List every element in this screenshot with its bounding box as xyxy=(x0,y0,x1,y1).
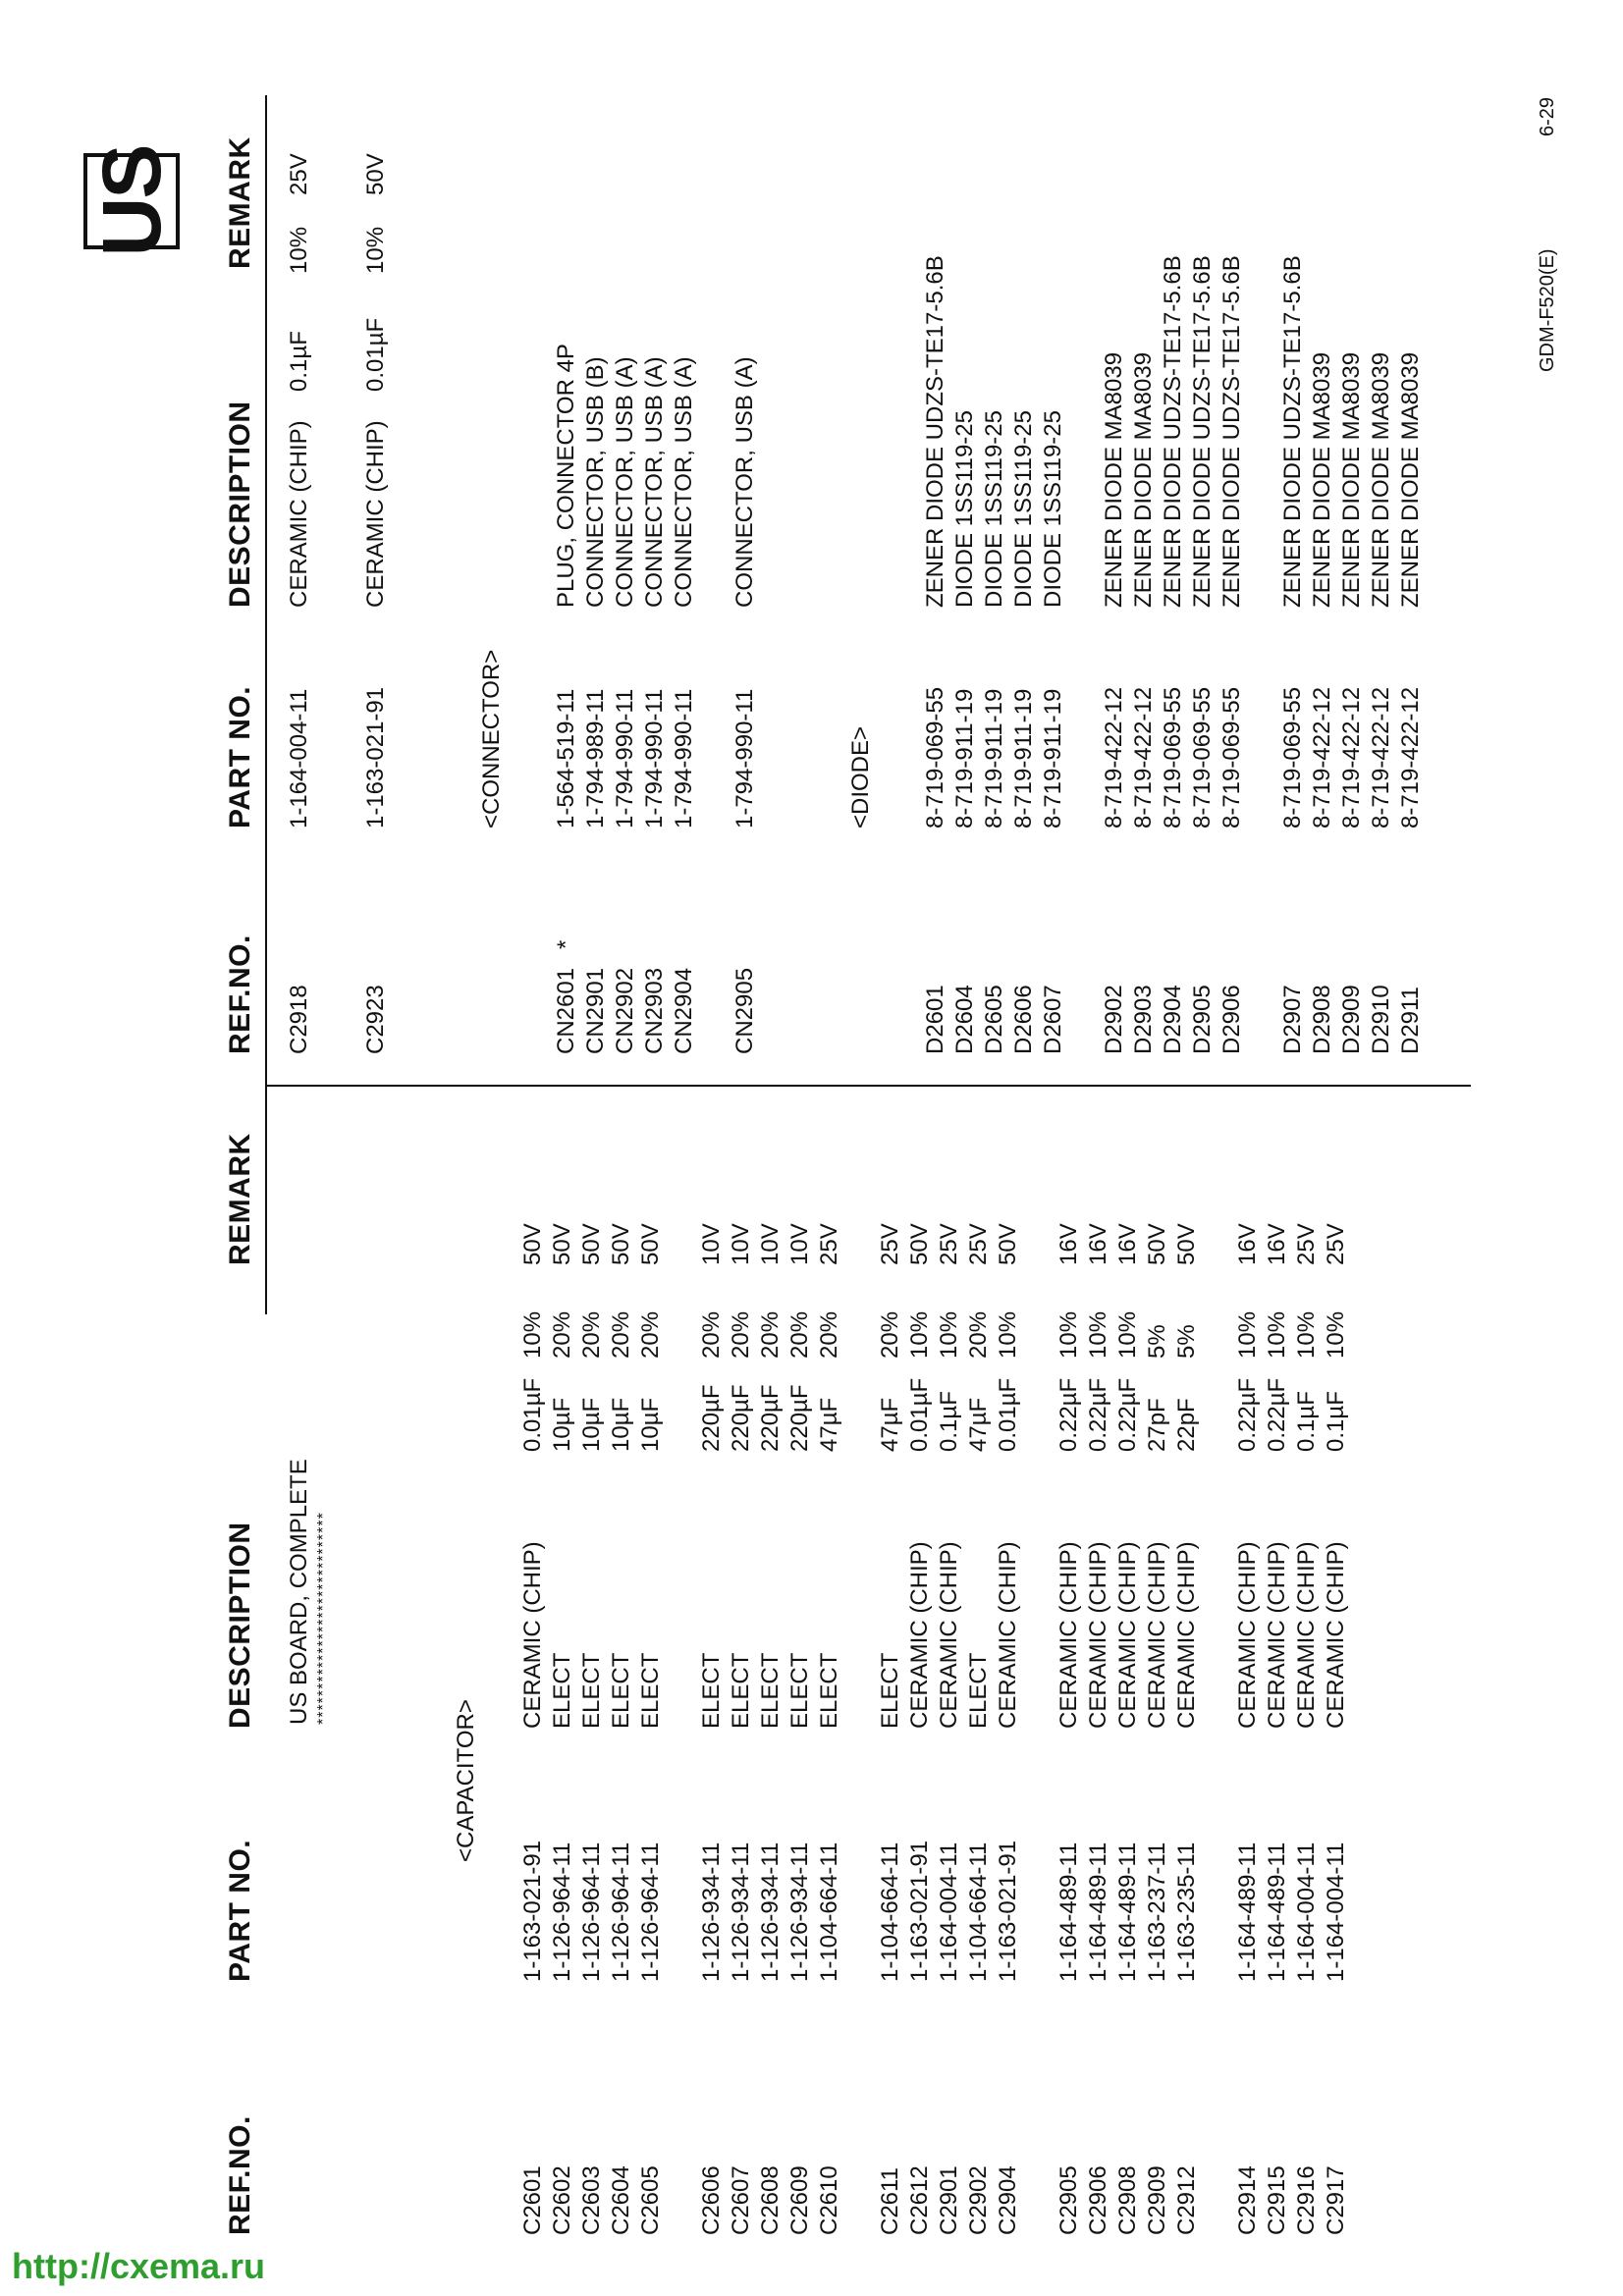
part-row xyxy=(876,0,905,2296)
value: 0.01µF xyxy=(995,1377,1021,1452)
ref-no: C2904 xyxy=(995,2165,1021,2235)
part-no: 1-126-934-11 xyxy=(728,1842,754,1982)
part-no: 1-164-004-11 xyxy=(286,688,312,828)
value: 10µF xyxy=(549,1397,575,1452)
part-no: 1-794-990-11 xyxy=(641,688,668,828)
description: DIODE 1SS119-25 xyxy=(951,410,978,608)
description: PLUG, CONNECTOR 4P xyxy=(553,344,579,608)
part-row xyxy=(1129,0,1159,2296)
part-row xyxy=(361,0,391,2296)
ref-no: C2612 xyxy=(906,2165,933,2235)
description: ELECT xyxy=(637,1652,664,1729)
tolerance: 10% xyxy=(362,226,389,274)
description: ELECT xyxy=(698,1652,725,1729)
tolerance: 20% xyxy=(637,1310,664,1359)
part-no: 1-163-021-91 xyxy=(519,1840,546,1982)
part-row xyxy=(1308,0,1337,2296)
description: ZENER DIODE UDZS-TE17-5.6B xyxy=(1189,255,1216,608)
remark: 10V xyxy=(728,1223,754,1265)
description: ELECT xyxy=(786,1652,813,1729)
ref-no: CN2901 xyxy=(582,967,609,1054)
value: 0.1µF xyxy=(286,331,312,392)
part-no: 1-164-489-11 xyxy=(1264,1842,1290,1982)
part-row xyxy=(1100,0,1129,2296)
value: 22pF xyxy=(1173,1398,1200,1452)
part-no: 8-719-069-55 xyxy=(1218,686,1245,828)
part-no: 8-719-069-55 xyxy=(1189,686,1216,828)
ref-no: C2605 xyxy=(637,2165,664,2235)
header-remark-left: REMARK xyxy=(224,1133,256,1265)
part-row xyxy=(552,0,581,2296)
part-no: 1-126-964-11 xyxy=(637,1842,664,1982)
description: CERAMIC (CHIP) xyxy=(1234,1541,1261,1729)
remark: 50V xyxy=(578,1223,605,1265)
remark: 25V xyxy=(965,1223,992,1265)
ref-no: C2905 xyxy=(1055,2165,1082,2235)
description: ZENER DIODE MA8039 xyxy=(1309,351,1335,608)
remark: 25V xyxy=(286,153,312,195)
part-no: 1-164-004-11 xyxy=(1293,1842,1320,1982)
remark: 16V xyxy=(1055,1223,1082,1265)
remark: 25V xyxy=(1323,1223,1349,1265)
part-no: 1-164-489-11 xyxy=(1234,1842,1261,1982)
tolerance: 20% xyxy=(728,1310,754,1359)
header-part-no-left: PART NO. xyxy=(224,1839,256,1982)
ref-no: C2606 xyxy=(698,2165,725,2235)
part-row xyxy=(1039,0,1068,2296)
header-rule xyxy=(265,95,267,1314)
value: 220µF xyxy=(786,1384,813,1452)
remark: 50V xyxy=(995,1223,1021,1265)
ref-no: CN2904 xyxy=(671,967,697,1054)
value: 0.22µF xyxy=(1085,1377,1111,1452)
remark: 50V xyxy=(1144,1223,1170,1265)
part-row xyxy=(730,0,760,2296)
page-number: 6-29 xyxy=(1537,96,1558,136)
description: DIODE 1SS119-25 xyxy=(1010,410,1037,608)
value: 47µF xyxy=(965,1397,992,1452)
part-no: 8-719-422-12 xyxy=(1397,686,1424,828)
tolerance: 10% xyxy=(995,1310,1021,1359)
tolerance: 10% xyxy=(1323,1310,1349,1359)
description: ELECT xyxy=(877,1652,903,1729)
remark: 50V xyxy=(549,1223,575,1265)
part-no: 1-163-021-91 xyxy=(906,1840,933,1982)
part-row xyxy=(1337,0,1367,2296)
remark: 16V xyxy=(1264,1223,1290,1265)
tolerance: 10% xyxy=(286,226,312,274)
part-no: 1-164-489-11 xyxy=(1114,1842,1141,1982)
part-no: 1-163-237-11 xyxy=(1144,1842,1170,1982)
tolerance: 20% xyxy=(877,1310,903,1359)
remark: 25V xyxy=(816,1223,842,1265)
remark: 50V xyxy=(608,1223,634,1265)
part-no: 8-719-069-55 xyxy=(1160,686,1186,828)
description: ZENER DIODE UDZS-TE17-5.6B xyxy=(922,255,948,608)
description: CERAMIC (CHIP) xyxy=(1264,1541,1290,1729)
part-row xyxy=(815,0,844,2296)
description: ZENER DIODE UDZS-TE17-5.6B xyxy=(1160,255,1186,608)
remark: 10V xyxy=(757,1223,784,1265)
value: 220µF xyxy=(728,1384,754,1452)
value: 47µF xyxy=(877,1397,903,1452)
value: 10µF xyxy=(637,1397,664,1452)
tolerance: 5% xyxy=(1144,1324,1170,1359)
part-no: 1-564-519-11 xyxy=(553,688,579,828)
ref-no: C2912 xyxy=(1173,2165,1200,2235)
part-row xyxy=(1396,0,1426,2296)
description: CERAMIC (CHIP) xyxy=(1293,1541,1320,1729)
value: 0.01µF xyxy=(362,317,389,392)
description: ZENER DIODE UDZS-TE17-5.6B xyxy=(1218,255,1245,608)
ref-no: CN2601 xyxy=(553,967,579,1054)
part-no: 8-719-911-19 xyxy=(1040,688,1066,828)
part-no: 1-126-964-11 xyxy=(608,1842,634,1982)
description: CERAMIC (CHIP) xyxy=(1173,1541,1200,1729)
ref-no: C2923 xyxy=(362,985,389,1054)
value: 0.22µF xyxy=(1264,1377,1290,1452)
ref-no: C2601 xyxy=(519,2165,546,2235)
part-row xyxy=(518,0,548,2296)
tolerance: 10% xyxy=(519,1310,546,1359)
part-no: 1-104-664-11 xyxy=(965,1842,992,1982)
description: ELECT xyxy=(757,1652,784,1729)
tolerance: 20% xyxy=(549,1310,575,1359)
tolerance: 10% xyxy=(1264,1310,1290,1359)
part-no: 1-126-934-11 xyxy=(786,1842,813,1982)
ref-no: D2607 xyxy=(1040,985,1066,1054)
description: CERAMIC (CHIP) xyxy=(1055,1541,1082,1729)
remark: 10V xyxy=(698,1223,725,1265)
value: 0.1µF xyxy=(1323,1391,1349,1452)
ref-no: C2602 xyxy=(549,2165,575,2235)
description: CONNECTOR, USB (A) xyxy=(612,356,638,608)
description: ZENER DIODE MA8039 xyxy=(1397,351,1424,608)
section-label: <DIODE> xyxy=(847,725,874,828)
value: 10µF xyxy=(608,1397,634,1452)
ref-no: C2902 xyxy=(965,2165,992,2235)
ref-no: D2605 xyxy=(981,985,1007,1054)
description: ELECT xyxy=(608,1652,634,1729)
part-row xyxy=(785,0,815,2296)
remark: 16V xyxy=(1234,1223,1261,1265)
description: CONNECTOR, USB (B) xyxy=(582,356,609,608)
remark: 25V xyxy=(1293,1223,1320,1265)
header-ref-no-left: REF.NO. xyxy=(224,2115,256,2235)
part-no: 8-719-069-55 xyxy=(1279,686,1306,828)
value: 0.1µF xyxy=(1293,1391,1320,1452)
value: 220µF xyxy=(698,1384,725,1452)
ref-no: C2908 xyxy=(1114,2165,1141,2235)
part-row xyxy=(670,0,699,2296)
ref-no: C2918 xyxy=(286,985,312,1054)
value: 10µF xyxy=(578,1397,605,1452)
ref-no: D2601 xyxy=(922,985,948,1054)
section-label: <CONNECTOR> xyxy=(478,649,505,828)
part-no: 8-719-422-12 xyxy=(1130,686,1157,828)
ref-no: C2915 xyxy=(1264,2165,1290,2235)
description: CONNECTOR, USB (A) xyxy=(731,356,758,608)
value: 0.22µF xyxy=(1114,1377,1141,1452)
tolerance: 10% xyxy=(1114,1310,1141,1359)
ref-no: D2911 xyxy=(1397,987,1424,1054)
part-no: 1-163-021-91 xyxy=(995,1840,1021,1982)
section-label: <CAPACITOR> xyxy=(453,1699,479,1862)
description: ELECT xyxy=(549,1652,575,1729)
part-row xyxy=(950,0,980,2296)
value: 220µF xyxy=(757,1384,784,1452)
part-no: 1-163-021-91 xyxy=(362,686,389,828)
description: ZENER DIODE UDZS-TE17-5.6B xyxy=(1279,255,1306,608)
ref-no: D2908 xyxy=(1309,985,1335,1054)
part-row xyxy=(640,0,670,2296)
ref-no: C2603 xyxy=(578,2165,605,2235)
remark: 50V xyxy=(362,153,389,195)
part-no: 1-164-489-11 xyxy=(1055,1842,1082,1982)
ref-no: D2906 xyxy=(1218,985,1245,1054)
value: 0.01µF xyxy=(906,1377,933,1452)
ref-no: C2608 xyxy=(757,2165,784,2235)
part-no: 8-719-422-12 xyxy=(1368,686,1394,828)
part-no: 8-719-422-12 xyxy=(1338,686,1365,828)
value: 47µF xyxy=(816,1397,842,1452)
ref-no: D2604 xyxy=(951,985,978,1054)
board-title: US BOARD, COMPLETE xyxy=(286,1459,312,1725)
ref-no: C2604 xyxy=(608,2165,634,2235)
remark: 50V xyxy=(637,1223,664,1265)
watermark-url: http://cxema.ru xyxy=(12,2246,266,2286)
part-no: 1-126-934-11 xyxy=(757,1842,784,1982)
tolerance: 10% xyxy=(936,1310,962,1359)
ref-no: C2917 xyxy=(1323,2165,1349,2235)
tolerance: 20% xyxy=(698,1310,725,1359)
tolerance: 20% xyxy=(608,1310,634,1359)
part-row xyxy=(1009,0,1039,2296)
part-no: 1-794-990-11 xyxy=(731,688,758,828)
tolerance: 20% xyxy=(786,1310,813,1359)
part-row xyxy=(1188,0,1217,2296)
remark: 16V xyxy=(1114,1223,1141,1265)
board-badge: US xyxy=(85,145,178,257)
description: ELECT xyxy=(965,1652,992,1729)
ref-no: C2609 xyxy=(786,2165,813,2235)
part-row xyxy=(581,0,611,2296)
ref-no: D2907 xyxy=(1279,985,1306,1054)
part-no: 8-719-422-12 xyxy=(1101,686,1127,828)
part-row xyxy=(285,0,314,2296)
part-no: 1-164-489-11 xyxy=(1085,1842,1111,1982)
part-no: 1-794-989-11 xyxy=(582,688,609,828)
ref-no: C2611 xyxy=(877,2167,903,2235)
ref-no: D2606 xyxy=(1010,985,1037,1054)
part-mark: * xyxy=(553,939,579,949)
description: ZENER DIODE MA8039 xyxy=(1338,351,1365,608)
description: CERAMIC (CHIP) xyxy=(1323,1541,1349,1729)
description: CONNECTOR, USB (A) xyxy=(641,356,668,608)
description: ELECT xyxy=(816,1652,842,1729)
part-no: 1-126-964-11 xyxy=(578,1842,605,1982)
ref-no: CN2902 xyxy=(612,967,638,1054)
part-no: 8-719-069-55 xyxy=(922,686,948,828)
ref-no: C2909 xyxy=(1144,2165,1170,2235)
part-row xyxy=(1367,0,1396,2296)
part-row xyxy=(980,0,1009,2296)
ref-no: D2904 xyxy=(1160,985,1186,1054)
ref-no: D2903 xyxy=(1130,985,1157,1054)
model-number: GDM-F520(E) xyxy=(1537,248,1558,372)
header-remark-right: REMARK xyxy=(224,136,256,269)
ref-no: D2910 xyxy=(1368,985,1394,1054)
ref-no: D2909 xyxy=(1338,985,1365,1054)
tolerance: 20% xyxy=(578,1310,605,1359)
part-no: 8-719-911-19 xyxy=(1010,688,1037,828)
part-no: 8-719-911-19 xyxy=(951,688,978,828)
remark: 50V xyxy=(519,1223,546,1265)
description: ELECT xyxy=(578,1652,605,1729)
ref-no: CN2903 xyxy=(641,967,668,1054)
part-no: 1-126-964-11 xyxy=(549,1842,575,1982)
part-row xyxy=(697,0,727,2296)
header-description-left: DESCRIPTION xyxy=(224,1522,256,1729)
value: 0.22µF xyxy=(1055,1377,1082,1452)
part-row xyxy=(921,0,950,2296)
remark: 10V xyxy=(786,1223,813,1265)
description: CONNECTOR, USB (A) xyxy=(671,356,697,608)
part-no: 1-794-990-11 xyxy=(671,688,697,828)
tolerance: 20% xyxy=(816,1310,842,1359)
ref-no: C2906 xyxy=(1085,2165,1111,2235)
part-no: 1-794-990-11 xyxy=(612,688,638,828)
ref-no: CN2905 xyxy=(731,967,758,1054)
description: CERAMIC (CHIP) xyxy=(906,1541,933,1729)
tolerance: 20% xyxy=(757,1310,784,1359)
remark: 16V xyxy=(1085,1223,1111,1265)
ref-no: C2901 xyxy=(936,2165,962,2235)
description: CERAMIC (CHIP) xyxy=(519,1541,546,1729)
ref-no: C2916 xyxy=(1293,2165,1320,2235)
description: ZENER DIODE MA8039 xyxy=(1130,351,1157,608)
remark: 50V xyxy=(906,1223,933,1265)
description: CERAMIC (CHIP) xyxy=(995,1541,1021,1729)
value: 0.22µF xyxy=(1234,1377,1261,1452)
remark: 50V xyxy=(1173,1223,1200,1265)
value: 0.1µF xyxy=(936,1391,962,1452)
description: CERAMIC (CHIP) xyxy=(286,420,312,608)
description: CERAMIC (CHIP) xyxy=(1085,1541,1111,1729)
tolerance: 10% xyxy=(1085,1310,1111,1359)
description: DIODE 1SS119-25 xyxy=(1040,410,1066,608)
description: ZENER DIODE MA8039 xyxy=(1368,351,1394,608)
description: CERAMIC (CHIP) xyxy=(1144,1541,1170,1729)
part-row xyxy=(1217,0,1247,2296)
tolerance: 10% xyxy=(1055,1310,1082,1359)
part-row xyxy=(1278,0,1308,2296)
tolerance: 20% xyxy=(965,1310,992,1359)
part-row xyxy=(756,0,785,2296)
tolerance: 10% xyxy=(1293,1310,1320,1359)
value: 27pF xyxy=(1144,1398,1170,1452)
description: CERAMIC (CHIP) xyxy=(1114,1541,1141,1729)
part-no: 1-104-664-11 xyxy=(816,1842,842,1982)
ref-no: C2914 xyxy=(1234,2165,1261,2235)
description: CERAMIC (CHIP) xyxy=(936,1541,962,1729)
tolerance: 5% xyxy=(1173,1324,1200,1359)
description: CERAMIC (CHIP) xyxy=(362,420,389,608)
part-no: 8-719-422-12 xyxy=(1309,686,1335,828)
part-no: 8-719-911-19 xyxy=(981,688,1007,828)
part-no: 1-104-664-11 xyxy=(877,1842,903,1982)
part-no: 1-126-934-11 xyxy=(698,1842,725,1982)
part-no: 1-164-004-11 xyxy=(1323,1842,1349,1982)
description: DIODE 1SS119-25 xyxy=(981,410,1007,608)
part-no: 1-163-235-11 xyxy=(1173,1842,1200,1982)
header-ref-no-right: REF.NO. xyxy=(224,934,256,1054)
ref-no: D2905 xyxy=(1189,985,1216,1054)
part-no: 1-164-004-11 xyxy=(936,1842,962,1982)
description: ELECT xyxy=(728,1652,754,1729)
remark: 25V xyxy=(936,1223,962,1265)
ref-no: C2610 xyxy=(816,2165,842,2235)
remark: 25V xyxy=(877,1223,903,1265)
part-row xyxy=(1159,0,1188,2296)
header-part-no-right: PART NO. xyxy=(224,685,256,828)
ref-no: D2902 xyxy=(1101,985,1127,1054)
board-title-underline: ****************************** xyxy=(315,1512,332,1725)
description: ZENER DIODE MA8039 xyxy=(1101,351,1127,608)
tolerance: 10% xyxy=(1234,1310,1261,1359)
value: 0.01µF xyxy=(519,1377,546,1452)
header-description-right: DESCRIPTION xyxy=(224,400,256,608)
ref-no: C2607 xyxy=(728,2165,754,2235)
tolerance: 10% xyxy=(906,1310,933,1359)
part-row xyxy=(611,0,640,2296)
